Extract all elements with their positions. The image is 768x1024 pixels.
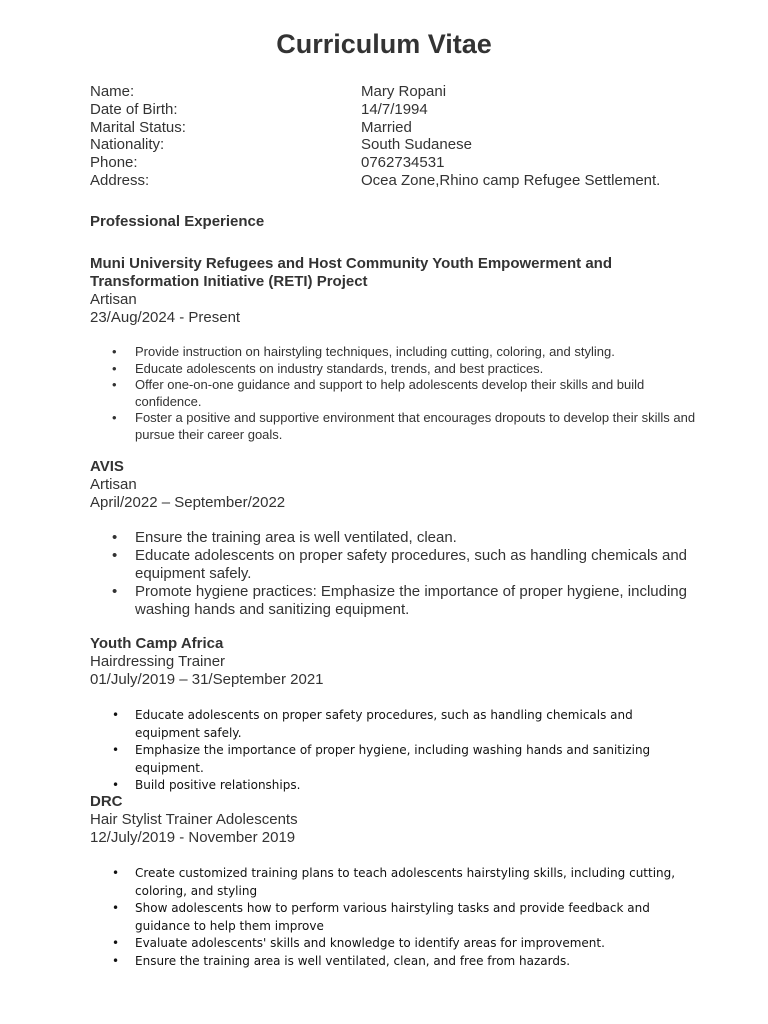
list-item: • Evaluate adolescents' skills and knowledge to identify areas for improvement. (90, 935, 700, 953)
job-entry (90, 793, 700, 971)
section-heading: Professional Experience (90, 213, 265, 230)
job-dates: 01/July/2019 – 31/September 2021 (90, 671, 324, 688)
info-label: Marital Status: (90, 118, 186, 136)
list-item: • Provide instruction on hairstyling techniques, including cutting, coloring, and styling. (90, 344, 700, 361)
list-item: • Foster a positive and supportive environment that encourages dropouts to develop their skills and pursue their career goals. (90, 410, 700, 443)
job-org: AVIS (90, 458, 124, 475)
job-role: Hair Stylist Trainer Adolescents (90, 811, 298, 828)
list-item: • Educate adolescents on industry standards, trends, and best practices. (90, 361, 700, 378)
list-item: • Show adolescents how to perform various hairstyling tasks and provide feedback and guidance to help them improve (90, 900, 700, 935)
info-row-marital (90, 119, 690, 137)
list-item: • Educate adolescents on proper safety procedures, such as handling chemicals and equipment safely. (90, 707, 700, 742)
job-bullets (90, 529, 700, 619)
list-item: • Ensure the training area is well ventilated, clean. (90, 529, 700, 547)
info-row-phone (90, 154, 690, 172)
info-label: Phone: (90, 154, 138, 172)
list-item: • Ensure the training area is well ventilated, clean, and free from hazards. (90, 953, 700, 971)
job-entry (90, 255, 700, 443)
job-dates: 12/July/2019 - November 2019 (90, 829, 296, 846)
info-label: Name: (90, 83, 135, 100)
list-item: • Promote hygiene practices: Emphasize the importance of proper hygiene, including washing hands and sanitizing equipment. (90, 583, 700, 619)
job-bullets (90, 344, 700, 443)
personal-info (90, 83, 690, 190)
job-dates: April/2022 – September/2022 (90, 494, 286, 511)
job-org: Muni University Refugees and Host Community Youth Empowerment and Transformation Initiative (RETI) Project (90, 255, 613, 290)
job-bullets (90, 707, 700, 795)
info-value: 14/7/1994 (361, 100, 428, 118)
info-row-name (90, 83, 690, 101)
job-org: DRC (90, 793, 123, 810)
job-bullets (90, 865, 700, 971)
page-title: Curriculum Vitae (276, 29, 492, 59)
info-value: 0762734531 (361, 154, 445, 172)
info-value: Ocea Zone,Rhino camp Refugee Settlement. (361, 171, 661, 189)
list-item: • Build positive relationships. (90, 777, 700, 795)
job-role: Hairdressing Trainer (90, 653, 226, 670)
info-value: Mary Ropani (361, 83, 447, 100)
list-item: • Emphasize the importance of proper hygiene, including washing hands and sanitizing equipment. (90, 742, 700, 777)
job-entry (90, 635, 700, 795)
list-item: • Offer one-on-one guidance and support to help adolescents develop their skills and build confidence. (90, 377, 700, 410)
info-value: South Sudanese (361, 136, 472, 154)
info-value: Married (361, 118, 412, 136)
job-org: Youth Camp Africa (90, 635, 224, 652)
job-role: Artisan (90, 476, 137, 493)
job-entry (90, 458, 700, 619)
info-label: Nationality: (90, 136, 165, 154)
job-dates: 23/Aug/2024 - Present (90, 309, 241, 326)
info-row-address (90, 172, 690, 190)
info-label: Address: (90, 171, 150, 189)
info-row-dob (90, 101, 690, 119)
info-row-nationality (90, 136, 690, 154)
info-label: Date of Birth: (90, 100, 178, 118)
job-role: Artisan (90, 291, 137, 308)
list-item: • Educate adolescents on proper safety procedures, such as handling chemicals and equipment safely. (90, 547, 700, 583)
list-item: • Create customized training plans to teach adolescents hairstyling skills, including cutting, coloring, and styling (90, 865, 700, 900)
